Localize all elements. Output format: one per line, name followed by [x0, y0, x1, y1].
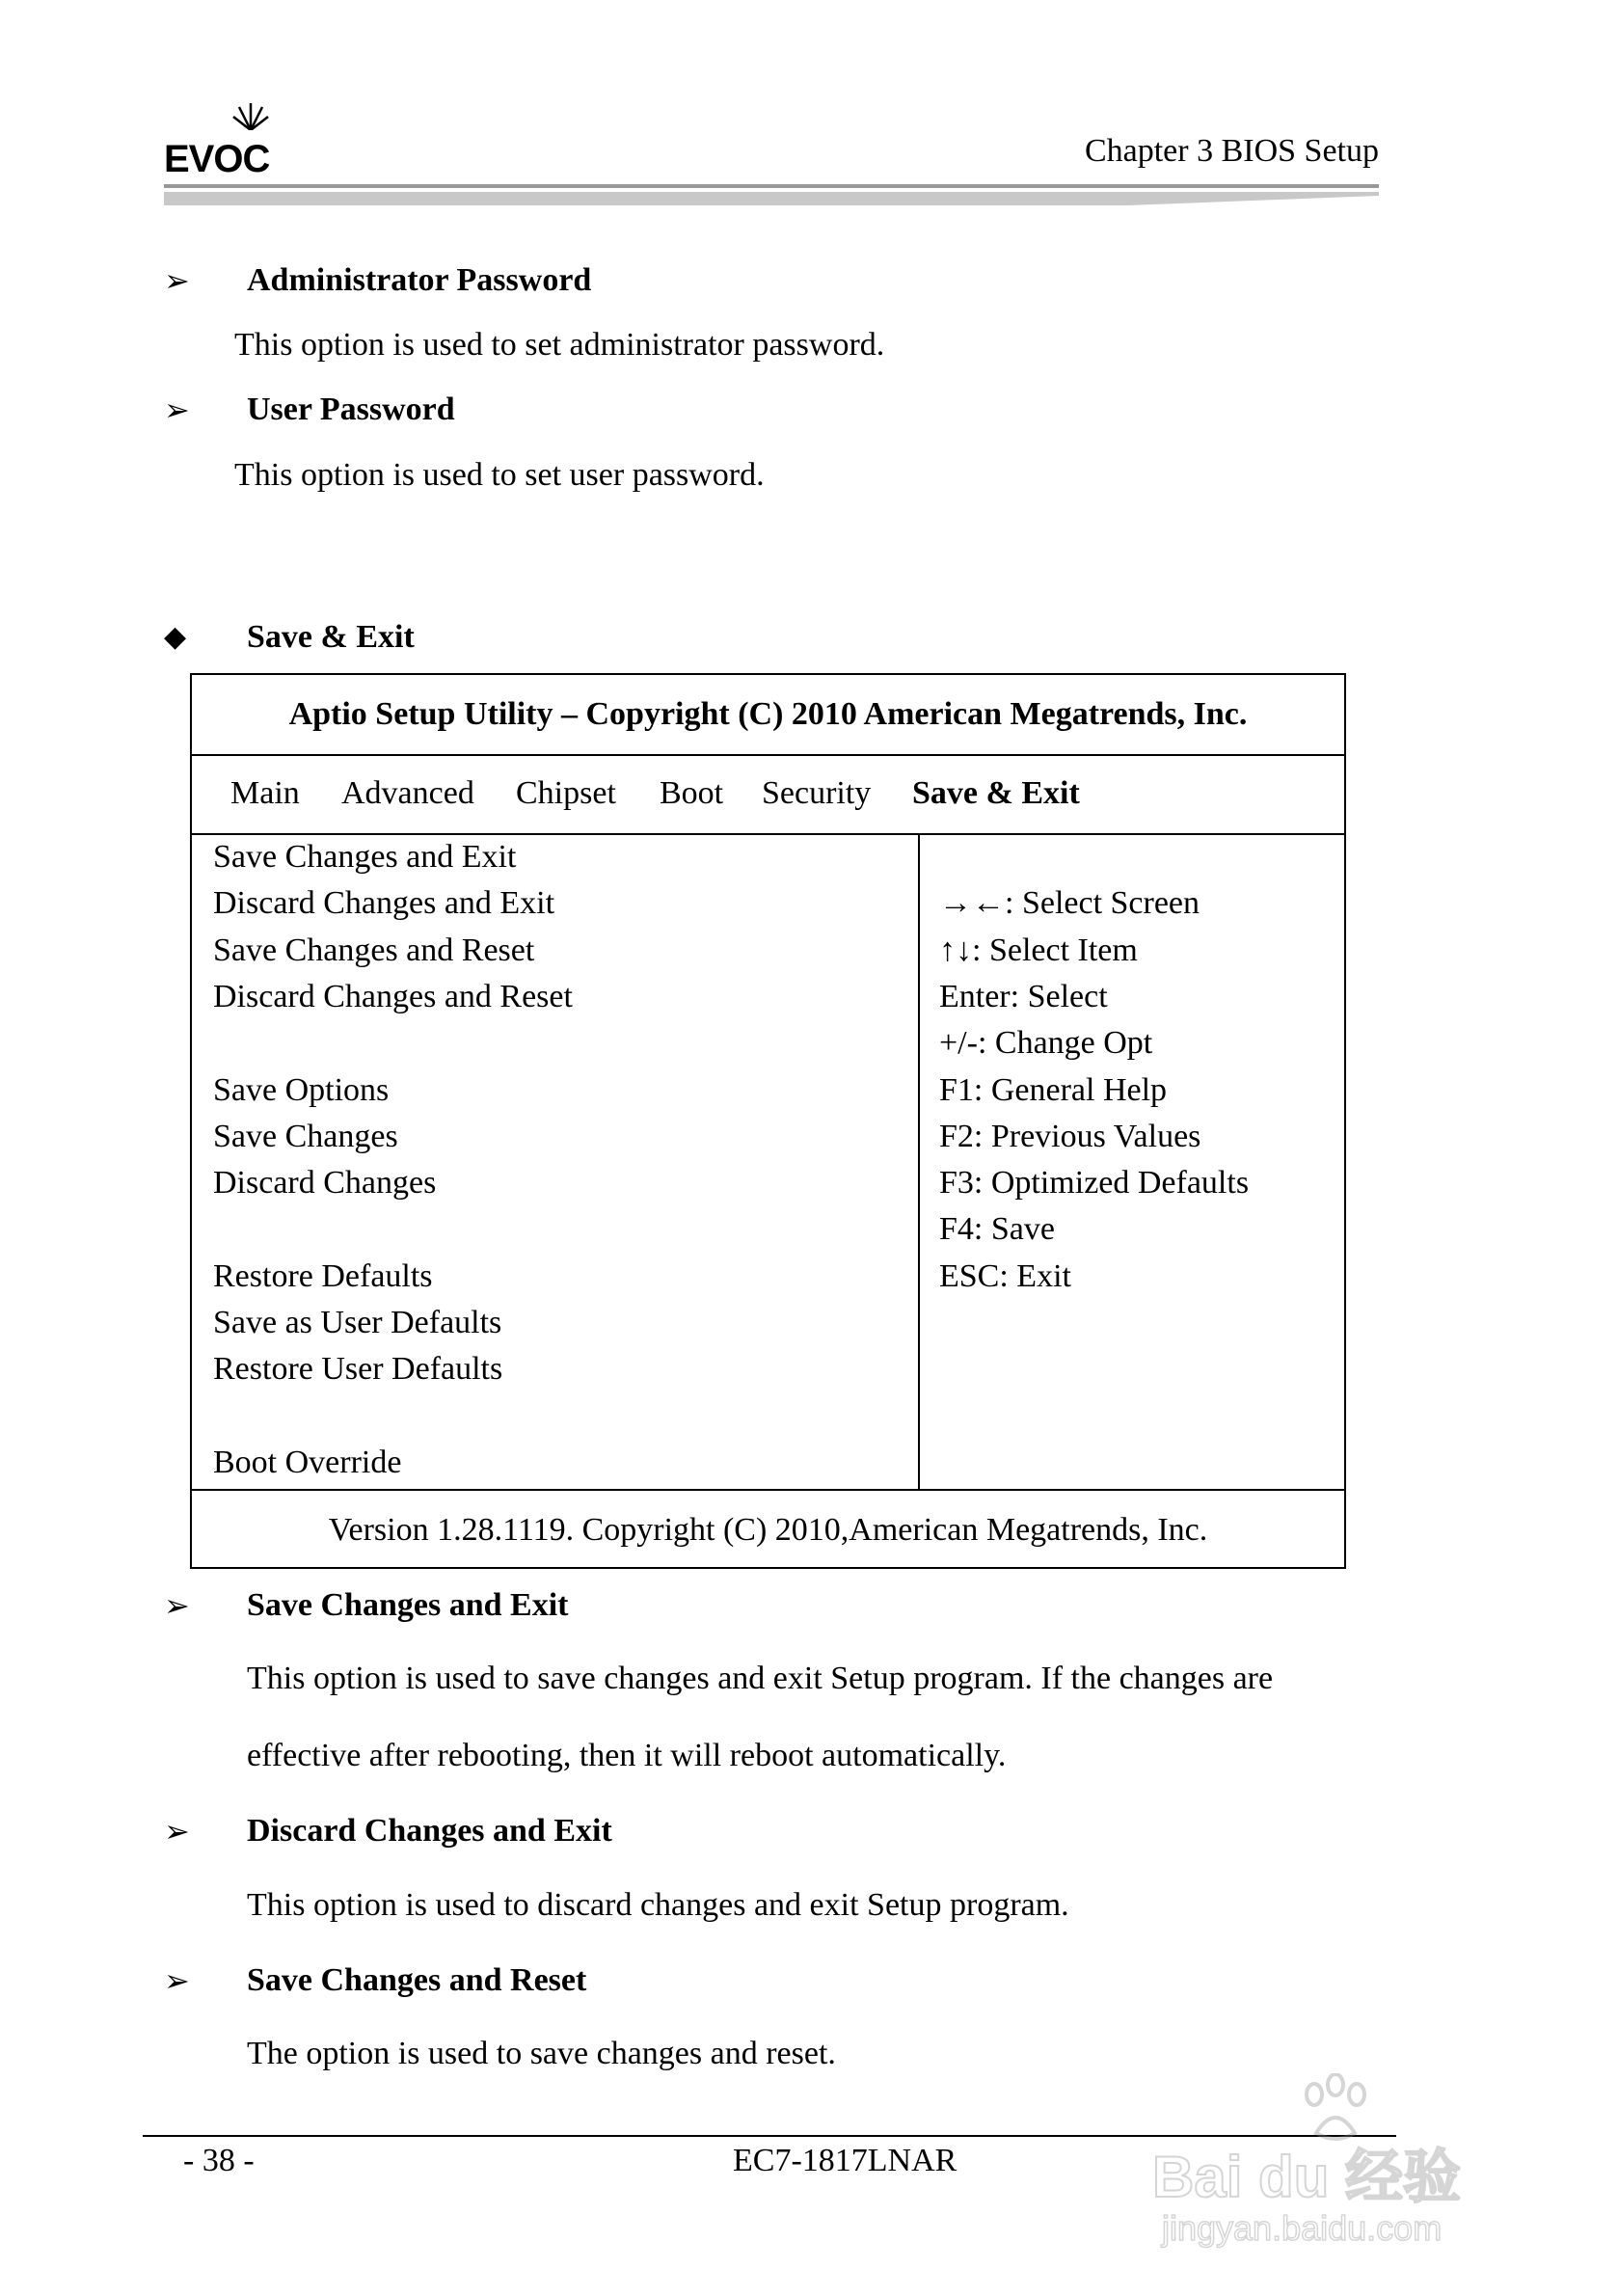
- admin-password-title: Administrator Password: [247, 262, 592, 298]
- chapter-title: Chapter 3 BIOS Setup: [1084, 133, 1379, 169]
- desc-text-save-changes-exit-2: effective after rebooting, then it will reboot automatically.: [247, 1738, 1007, 1773]
- bios-options-panel: [192, 835, 920, 1489]
- arrow-bullet-icon: ➢: [164, 1962, 190, 1999]
- bios-option-save-options: Save Options: [213, 1072, 390, 1108]
- bios-screen: [190, 673, 1346, 1569]
- desc-text-save-changes-reset: The option is used to save changes and reset.: [247, 2036, 836, 2071]
- bios-title: Aptio Setup Utility – Copyright (C) 2010 American Megatrends, Inc.: [192, 675, 1344, 756]
- help-enter-select: Enter: Select: [939, 979, 1108, 1014]
- bios-version-footer: Version 1.28.1119. Copyright (C) 2010,American Megatrends, Inc.: [192, 1489, 1344, 1569]
- menu-security[interactable]: Security: [762, 775, 872, 811]
- menu-main[interactable]: Main: [230, 775, 300, 811]
- help-save: F4: Save: [939, 1211, 1055, 1247]
- arrow-bullet-icon: ➢: [164, 1813, 190, 1850]
- admin-password-desc: This option is used to set administrator password.: [234, 327, 885, 363]
- desc-title-discard-changes-exit: Discard Changes and Exit: [247, 1813, 612, 1849]
- menu-save-exit[interactable]: Save & Exit: [912, 775, 1080, 811]
- menu-boot[interactable]: Boot: [660, 775, 724, 811]
- desc-title-save-changes-reset: Save Changes and Reset: [247, 1962, 587, 1998]
- bios-option-discard-changes[interactable]: Discard Changes: [213, 1165, 437, 1201]
- bios-option-save-changes[interactable]: Save Changes: [213, 1119, 398, 1154]
- menu-advanced[interactable]: Advanced: [341, 775, 474, 811]
- bios-option-save-user-defaults[interactable]: Save as User Defaults: [213, 1305, 502, 1340]
- help-previous-values: F2: Previous Values: [939, 1119, 1201, 1154]
- bios-option-save-changes-reset[interactable]: Save Changes and Reset: [213, 932, 535, 968]
- starburst-icon: [231, 101, 270, 130]
- evoc-logo: [164, 101, 280, 178]
- baidu-watermark: [1152, 2073, 1538, 2266]
- header-rule: [164, 184, 1379, 205]
- diamond-bullet-icon: ◆: [164, 620, 187, 654]
- watermark-brand: Bai du 经验: [1152, 2145, 1462, 2209]
- help-change-opt: +/-: Change Opt: [939, 1025, 1153, 1061]
- bios-option-save-changes-exit[interactable]: Save Changes and Exit: [213, 839, 517, 875]
- logo-text: EVOC: [164, 138, 270, 180]
- help-general-help: F1: General Help: [939, 1072, 1168, 1108]
- arrow-bullet-icon: ➢: [164, 392, 190, 428]
- help-esc-exit: ESC: Exit: [939, 1258, 1071, 1294]
- arrow-bullet-icon: ➢: [164, 1587, 190, 1624]
- user-password-desc: This option is used to set user password.: [234, 457, 765, 493]
- arrow-bullet-icon: ➢: [164, 262, 190, 299]
- watermark-url: jingyan.baidu.com: [1162, 2208, 1443, 2248]
- desc-text-save-changes-exit-1: This option is used to save changes and exit Setup program. If the changes are: [247, 1661, 1274, 1696]
- bios-option-boot-override: Boot Override: [213, 1445, 402, 1480]
- bios-option-discard-changes-reset[interactable]: Discard Changes and Reset: [213, 979, 573, 1014]
- user-password-title: User Password: [247, 392, 455, 427]
- save-exit-heading: Save & Exit: [247, 619, 415, 655]
- document-code: EC7-1817LNAR: [733, 2143, 957, 2178]
- bios-help-panel: [920, 835, 1344, 1489]
- help-select-screen: →←: Select Screen: [939, 885, 1200, 921]
- help-optimized-defaults: F3: Optimized Defaults: [939, 1165, 1250, 1201]
- bios-option-restore-user-defaults[interactable]: Restore User Defaults: [213, 1351, 503, 1387]
- page-number: - 38 -: [183, 2143, 255, 2178]
- bios-option-discard-changes-exit[interactable]: Discard Changes and Exit: [213, 885, 555, 921]
- bios-menu-bar: [192, 756, 1344, 835]
- menu-chipset[interactable]: Chipset: [516, 775, 616, 811]
- bios-option-restore-defaults[interactable]: Restore Defaults: [213, 1258, 433, 1294]
- desc-text-discard-changes-exit: This option is used to discard changes and exit Setup program.: [247, 1887, 1069, 1923]
- help-select-item: ↑↓: Select Item: [939, 932, 1138, 968]
- desc-title-save-changes-exit: Save Changes and Exit: [247, 1587, 569, 1623]
